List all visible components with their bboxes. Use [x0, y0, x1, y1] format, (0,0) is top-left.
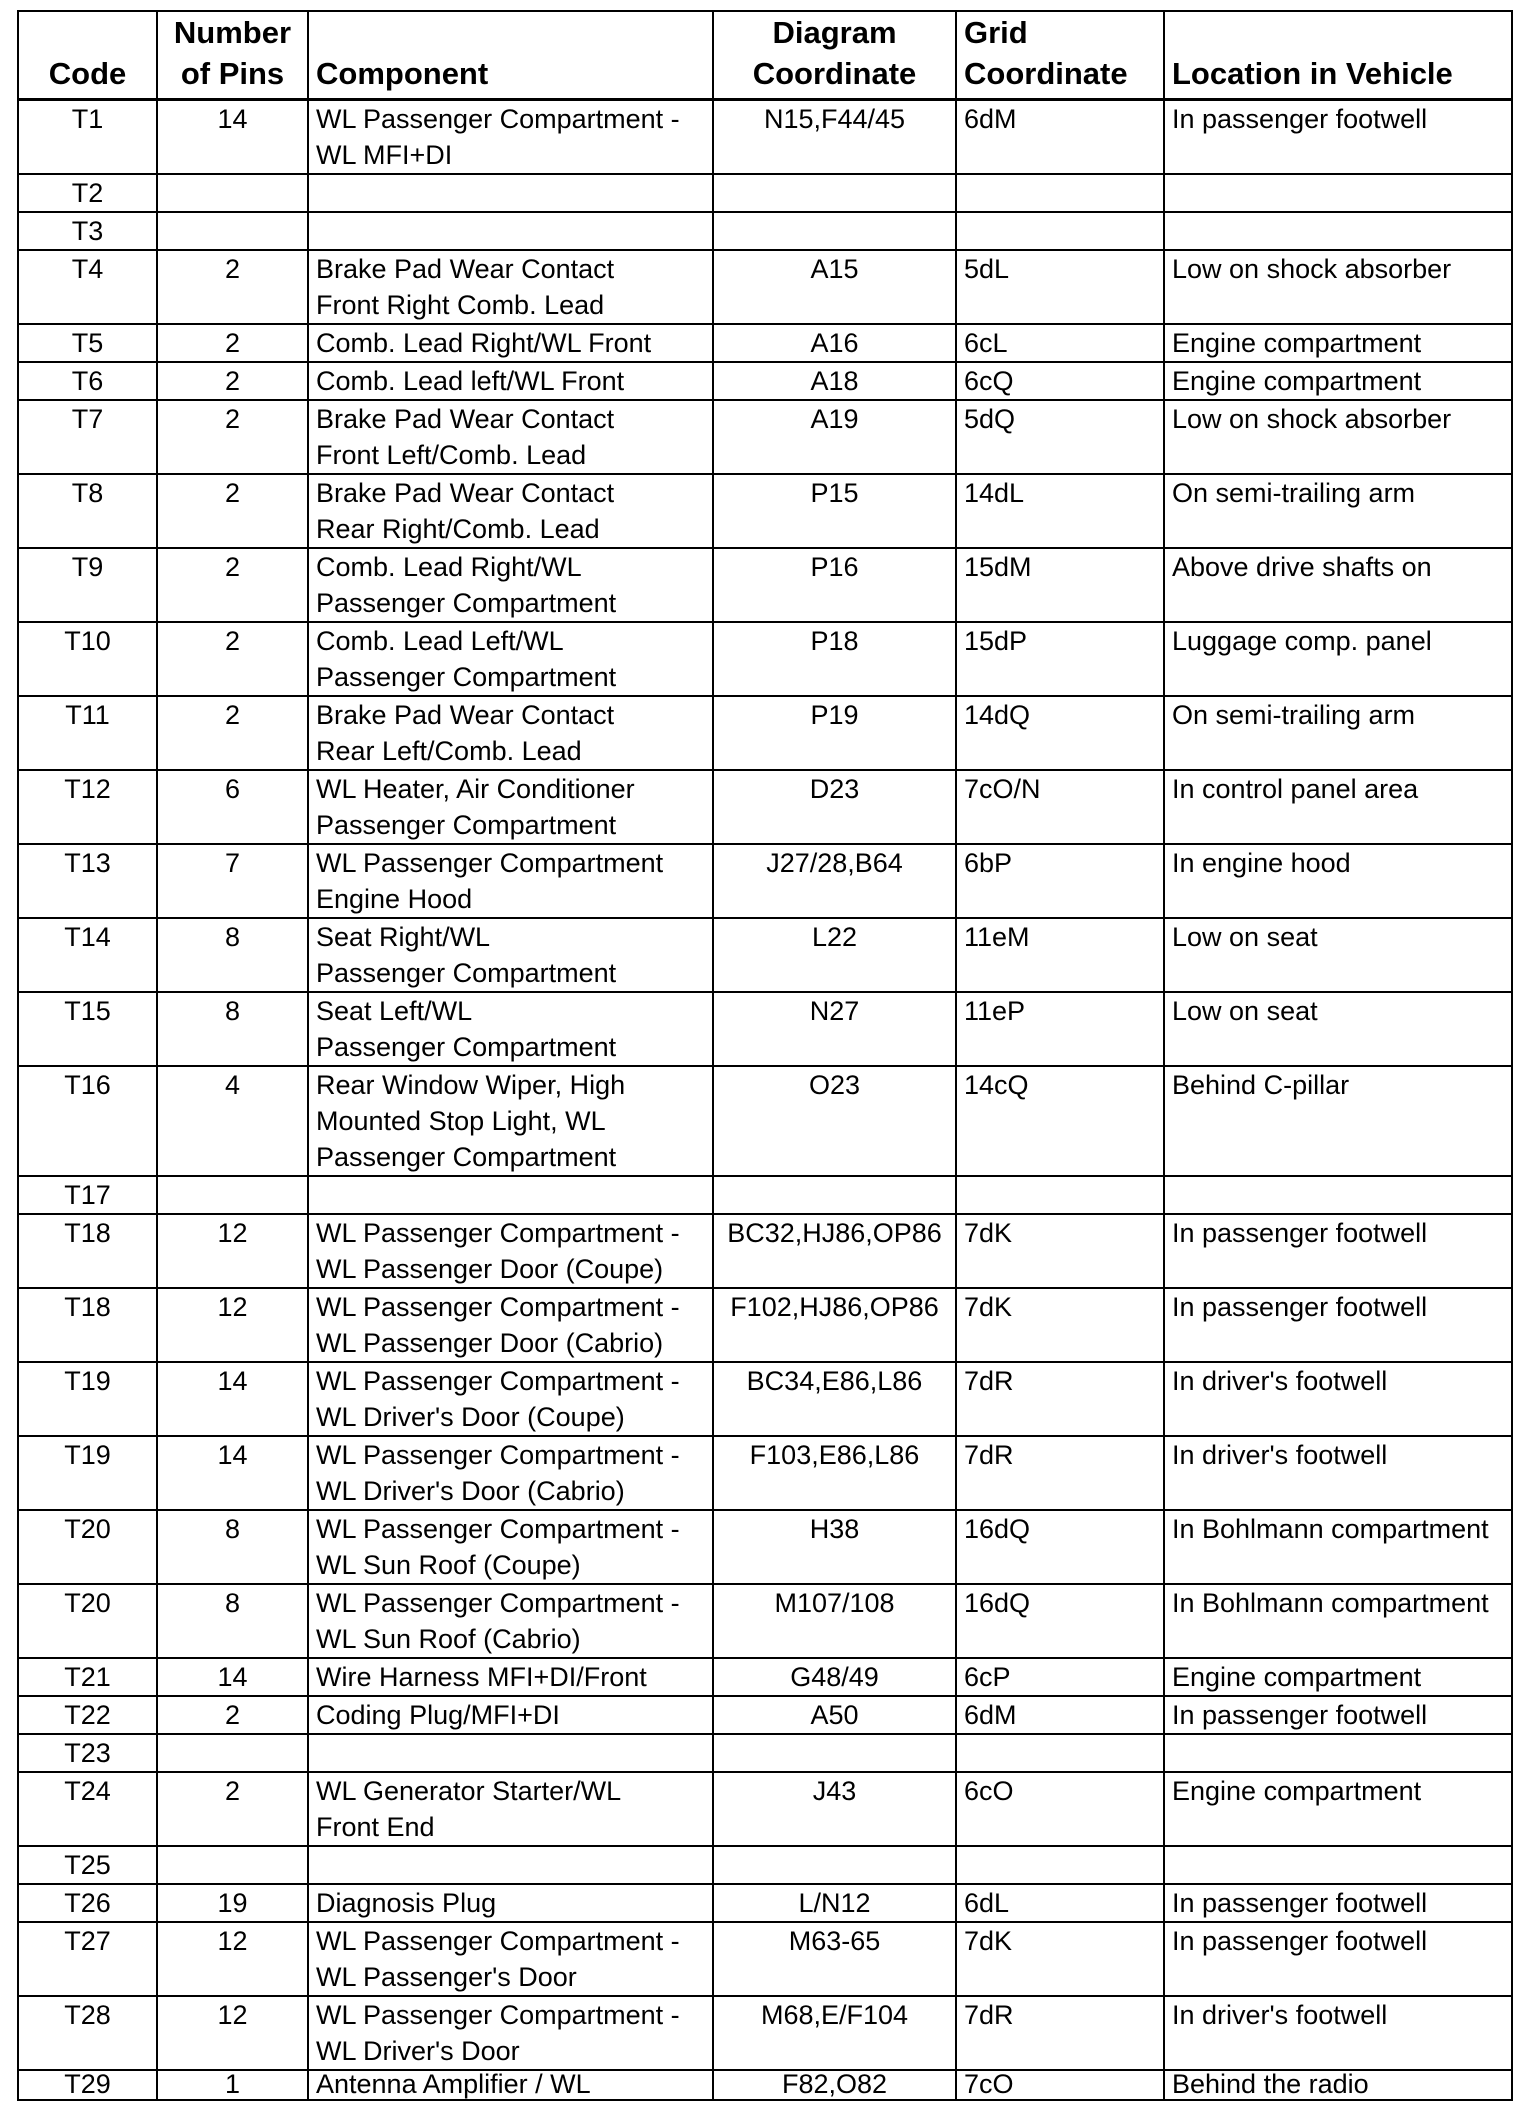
- cell-component: Seat Left/WL Passenger Compartment: [308, 992, 713, 1066]
- cell-component: WL Passenger Compartment - WL Passenger Door (Cabrio): [308, 1288, 713, 1362]
- cell-location: [1164, 1734, 1512, 1772]
- table-row: [18, 1996, 1512, 2070]
- cell-number-of-pins: 12: [157, 1214, 308, 1288]
- cell-code: T18: [18, 1288, 157, 1362]
- cell-diagram-coordinate: [713, 1176, 956, 1214]
- cell-diagram-coordinate: A16: [713, 324, 956, 362]
- cell-location: In passenger footwell: [1164, 1214, 1512, 1288]
- header-component: Component: [308, 11, 713, 100]
- cell-diagram-coordinate: [713, 1734, 956, 1772]
- cell-location: In control panel area: [1164, 770, 1512, 844]
- cell-location: In driver's footwell: [1164, 1362, 1512, 1436]
- table-row: [18, 100, 1512, 175]
- cell-grid-coordinate: 14dL: [956, 474, 1164, 548]
- cell-component: Brake Pad Wear Contact Rear Left/Comb. Lead: [308, 696, 713, 770]
- cell-grid-coordinate: 14cQ: [956, 1066, 1164, 1176]
- cell-component: Comb. Lead left/WL Front: [308, 362, 713, 400]
- cell-code: T25: [18, 1846, 157, 1884]
- cell-diagram-coordinate: M107/108: [713, 1584, 956, 1658]
- cell-location: In passenger footwell: [1164, 1922, 1512, 1996]
- table-row: [18, 250, 1512, 324]
- table-row: [18, 548, 1512, 622]
- cell-diagram-coordinate: N27: [713, 992, 956, 1066]
- cell-location: [1164, 212, 1512, 250]
- cell-diagram-coordinate: BC34,E86,L86: [713, 1362, 956, 1436]
- table-row: [18, 324, 1512, 362]
- cell-diagram-coordinate: G48/49: [713, 1658, 956, 1696]
- cell-number-of-pins: 12: [157, 1288, 308, 1362]
- cell-code: T28: [18, 1996, 157, 2070]
- cell-location: Engine compartment: [1164, 1658, 1512, 1696]
- cell-number-of-pins: 8: [157, 1510, 308, 1584]
- table-row: [18, 1214, 1512, 1288]
- cell-component: Seat Right/WL Passenger Compartment: [308, 918, 713, 992]
- table-row: [18, 2070, 1512, 2100]
- table-row: [18, 770, 1512, 844]
- cell-code: T20: [18, 1510, 157, 1584]
- cell-grid-coordinate: 15dM: [956, 548, 1164, 622]
- table-row: [18, 1176, 1512, 1214]
- cell-number-of-pins: 1: [157, 2070, 308, 2100]
- cell-component: Comb. Lead Left/WL Passenger Compartment: [308, 622, 713, 696]
- cell-location: In passenger footwell: [1164, 1884, 1512, 1922]
- cell-diagram-coordinate: J27/28,B64: [713, 844, 956, 918]
- cell-code: T3: [18, 212, 157, 250]
- cell-component: WL Passenger Compartment - WL Driver's Door (Cabrio): [308, 1436, 713, 1510]
- cell-grid-coordinate: 6dL: [956, 1884, 1164, 1922]
- cell-component: [308, 1734, 713, 1772]
- cell-location: Behind C-pillar: [1164, 1066, 1512, 1176]
- cell-location: In Bohlmann compartment: [1164, 1510, 1512, 1584]
- cell-diagram-coordinate: A18: [713, 362, 956, 400]
- cell-diagram-coordinate: L/N12: [713, 1884, 956, 1922]
- cell-number-of-pins: 8: [157, 992, 308, 1066]
- cell-diagram-coordinate: M63-65: [713, 1922, 956, 1996]
- cell-number-of-pins: 2: [157, 474, 308, 548]
- cell-component: WL Passenger Compartment Engine Hood: [308, 844, 713, 918]
- table-row: [18, 400, 1512, 474]
- cell-component: Comb. Lead Right/WL Passenger Compartment: [308, 548, 713, 622]
- cell-component: WL Passenger Compartment - WL MFI+DI: [308, 100, 713, 175]
- cell-component: WL Passenger Compartment - WL Driver's Door: [308, 1996, 713, 2070]
- cell-location: On semi-trailing arm: [1164, 474, 1512, 548]
- cell-location: On semi-trailing arm: [1164, 696, 1512, 770]
- cell-component: WL Passenger Compartment - WL Driver's Door (Coupe): [308, 1362, 713, 1436]
- cell-location: Behind the radio: [1164, 2070, 1512, 2100]
- cell-number-of-pins: 4: [157, 1066, 308, 1176]
- cell-component: Brake Pad Wear Contact Rear Right/Comb. Lead: [308, 474, 713, 548]
- cell-grid-coordinate: 7dK: [956, 1214, 1164, 1288]
- cell-diagram-coordinate: A19: [713, 400, 956, 474]
- cell-component: [308, 212, 713, 250]
- cell-number-of-pins: 2: [157, 622, 308, 696]
- cell-location: [1164, 1846, 1512, 1884]
- header-code: Code: [18, 11, 157, 100]
- cell-grid-coordinate: 16dQ: [956, 1584, 1164, 1658]
- cell-number-of-pins: 7: [157, 844, 308, 918]
- cell-location: Luggage comp. panel: [1164, 622, 1512, 696]
- cell-grid-coordinate: [956, 1846, 1164, 1884]
- cell-code: T22: [18, 1696, 157, 1734]
- cell-code: T29: [18, 2070, 157, 2100]
- cell-grid-coordinate: 5dL: [956, 250, 1164, 324]
- cell-grid-coordinate: 6cL: [956, 324, 1164, 362]
- table-row: [18, 1510, 1512, 1584]
- table-row: [18, 1066, 1512, 1176]
- cell-number-of-pins: [157, 212, 308, 250]
- cell-diagram-coordinate: F82,O82: [713, 2070, 956, 2100]
- cell-grid-coordinate: 7cO: [956, 2070, 1164, 2100]
- cell-number-of-pins: 2: [157, 1696, 308, 1734]
- cell-component: WL Passenger Compartment - WL Passenger Door (Coupe): [308, 1214, 713, 1288]
- cell-component: Comb. Lead Right/WL Front: [308, 324, 713, 362]
- cell-grid-coordinate: 6dM: [956, 1696, 1164, 1734]
- cell-number-of-pins: [157, 1846, 308, 1884]
- table-row: [18, 844, 1512, 918]
- cell-grid-coordinate: [956, 1176, 1164, 1214]
- cell-diagram-coordinate: O23: [713, 1066, 956, 1176]
- cell-location: Low on seat: [1164, 918, 1512, 992]
- cell-grid-coordinate: 6cO: [956, 1772, 1164, 1846]
- cell-diagram-coordinate: L22: [713, 918, 956, 992]
- cell-number-of-pins: 2: [157, 696, 308, 770]
- cell-code: T16: [18, 1066, 157, 1176]
- table-row: [18, 1436, 1512, 1510]
- cell-grid-coordinate: 6bP: [956, 844, 1164, 918]
- cell-number-of-pins: 12: [157, 1922, 308, 1996]
- cell-grid-coordinate: 5dQ: [956, 400, 1164, 474]
- cell-component: Brake Pad Wear Contact Front Left/Comb. Lead: [308, 400, 713, 474]
- header-location-in-vehicle: Location in Vehicle: [1164, 11, 1512, 100]
- cell-component: WL Heater, Air Conditioner Passenger Compartment: [308, 770, 713, 844]
- cell-grid-coordinate: 7cO/N: [956, 770, 1164, 844]
- cell-component: Rear Window Wiper, High Mounted Stop Light, WL Passenger Compartment: [308, 1066, 713, 1176]
- cell-diagram-coordinate: M68,E/F104: [713, 1996, 956, 2070]
- table-row: [18, 696, 1512, 770]
- cell-number-of-pins: 19: [157, 1884, 308, 1922]
- cell-code: T21: [18, 1658, 157, 1696]
- cell-code: T24: [18, 1772, 157, 1846]
- cell-diagram-coordinate: A15: [713, 250, 956, 324]
- cell-diagram-coordinate: A50: [713, 1696, 956, 1734]
- cell-number-of-pins: 2: [157, 250, 308, 324]
- cell-number-of-pins: [157, 174, 308, 212]
- cell-code: T1: [18, 100, 157, 175]
- cell-component: Coding Plug/MFI+DI: [308, 1696, 713, 1734]
- cell-diagram-coordinate: F102,HJ86,OP86: [713, 1288, 956, 1362]
- table-body: [18, 100, 1512, 2101]
- cell-grid-coordinate: 15dP: [956, 622, 1164, 696]
- table-header-row: [18, 11, 1512, 100]
- table-row: [18, 1884, 1512, 1922]
- cell-number-of-pins: 8: [157, 918, 308, 992]
- cell-code: T10: [18, 622, 157, 696]
- cell-diagram-coordinate: [713, 1846, 956, 1884]
- cell-code: T23: [18, 1734, 157, 1772]
- cell-code: T18: [18, 1214, 157, 1288]
- cell-number-of-pins: 2: [157, 400, 308, 474]
- table-row: [18, 1658, 1512, 1696]
- table-row: [18, 992, 1512, 1066]
- cell-number-of-pins: 14: [157, 1362, 308, 1436]
- cell-grid-coordinate: 7dK: [956, 1922, 1164, 1996]
- cell-code: T26: [18, 1884, 157, 1922]
- cell-code: T6: [18, 362, 157, 400]
- cell-code: T4: [18, 250, 157, 324]
- cell-location: [1164, 174, 1512, 212]
- cell-diagram-coordinate: F103,E86,L86: [713, 1436, 956, 1510]
- cell-grid-coordinate: [956, 212, 1164, 250]
- cell-diagram-coordinate: P19: [713, 696, 956, 770]
- cell-component: WL Passenger Compartment - WL Passenger's Door: [308, 1922, 713, 1996]
- cell-grid-coordinate: 11eP: [956, 992, 1164, 1066]
- cell-number-of-pins: 2: [157, 1772, 308, 1846]
- table-row: [18, 1288, 1512, 1362]
- cell-grid-coordinate: 7dK: [956, 1288, 1164, 1362]
- cell-location: Engine compartment: [1164, 324, 1512, 362]
- cell-location: In Bohlmann compartment: [1164, 1584, 1512, 1658]
- cell-location: Low on shock absorber: [1164, 250, 1512, 324]
- cell-location: In passenger footwell: [1164, 1696, 1512, 1734]
- cell-number-of-pins: 14: [157, 1436, 308, 1510]
- cell-location: Low on seat: [1164, 992, 1512, 1066]
- cell-location: In driver's footwell: [1164, 1996, 1512, 2070]
- connector-table: [17, 10, 1513, 2101]
- table-row: [18, 174, 1512, 212]
- cell-diagram-coordinate: H38: [713, 1510, 956, 1584]
- cell-code: T11: [18, 696, 157, 770]
- cell-location: [1164, 1176, 1512, 1214]
- cell-code: T12: [18, 770, 157, 844]
- cell-number-of-pins: 2: [157, 548, 308, 622]
- cell-diagram-coordinate: [713, 212, 956, 250]
- cell-location: In passenger footwell: [1164, 1288, 1512, 1362]
- cell-code: T13: [18, 844, 157, 918]
- cell-grid-coordinate: 7dR: [956, 1996, 1164, 2070]
- cell-component: WL Passenger Compartment - WL Sun Roof (Cabrio): [308, 1584, 713, 1658]
- cell-code: T20: [18, 1584, 157, 1658]
- cell-number-of-pins: 14: [157, 100, 308, 175]
- cell-code: T19: [18, 1362, 157, 1436]
- table-row: [18, 362, 1512, 400]
- cell-number-of-pins: 2: [157, 324, 308, 362]
- cell-location: In driver's footwell: [1164, 1436, 1512, 1510]
- cell-code: T27: [18, 1922, 157, 1996]
- cell-diagram-coordinate: D23: [713, 770, 956, 844]
- header-number-of-pins: Number of Pins: [157, 11, 308, 100]
- cell-code: T2: [18, 174, 157, 212]
- cell-code: T5: [18, 324, 157, 362]
- cell-component: Brake Pad Wear Contact Front Right Comb. Lead: [308, 250, 713, 324]
- table-row: [18, 1734, 1512, 1772]
- table-row: [18, 212, 1512, 250]
- cell-grid-coordinate: 7dR: [956, 1362, 1164, 1436]
- cell-location: In passenger footwell: [1164, 100, 1512, 175]
- cell-grid-coordinate: 6dM: [956, 100, 1164, 175]
- cell-grid-coordinate: 11eM: [956, 918, 1164, 992]
- cell-diagram-coordinate: BC32,HJ86,OP86: [713, 1214, 956, 1288]
- cell-grid-coordinate: [956, 174, 1164, 212]
- cell-number-of-pins: [157, 1734, 308, 1772]
- cell-component: [308, 1176, 713, 1214]
- cell-component: WL Generator Starter/WL Front End: [308, 1772, 713, 1846]
- cell-location: Above drive shafts on: [1164, 548, 1512, 622]
- cell-grid-coordinate: 6cP: [956, 1658, 1164, 1696]
- table-row: [18, 1846, 1512, 1884]
- cell-location: Low on shock absorber: [1164, 400, 1512, 474]
- cell-code: T19: [18, 1436, 157, 1510]
- header-diagram-coordinate: Diagram Coordinate: [713, 11, 956, 100]
- header-grid-coordinate: Grid Coordinate: [956, 11, 1164, 100]
- cell-number-of-pins: 8: [157, 1584, 308, 1658]
- cell-code: T8: [18, 474, 157, 548]
- cell-component: WL Passenger Compartment - WL Sun Roof (Coupe): [308, 1510, 713, 1584]
- cell-code: T17: [18, 1176, 157, 1214]
- cell-number-of-pins: 2: [157, 362, 308, 400]
- table-row: [18, 918, 1512, 992]
- cell-component: Wire Harness MFI+DI/Front: [308, 1658, 713, 1696]
- cell-diagram-coordinate: P18: [713, 622, 956, 696]
- cell-grid-coordinate: 14dQ: [956, 696, 1164, 770]
- cell-diagram-coordinate: P16: [713, 548, 956, 622]
- cell-code: T9: [18, 548, 157, 622]
- cell-component: Antenna Amplifier / WL: [308, 2070, 713, 2100]
- table-row: [18, 474, 1512, 548]
- cell-diagram-coordinate: N15,F44/45: [713, 100, 956, 175]
- cell-grid-coordinate: 7dR: [956, 1436, 1164, 1510]
- table-row: [18, 1772, 1512, 1846]
- cell-location: Engine compartment: [1164, 1772, 1512, 1846]
- cell-diagram-coordinate: J43: [713, 1772, 956, 1846]
- cell-number-of-pins: [157, 1176, 308, 1214]
- cell-diagram-coordinate: P15: [713, 474, 956, 548]
- table-row: [18, 1696, 1512, 1734]
- table-row: [18, 1584, 1512, 1658]
- cell-diagram-coordinate: [713, 174, 956, 212]
- cell-number-of-pins: 12: [157, 1996, 308, 2070]
- cell-component: [308, 1846, 713, 1884]
- table-row: [18, 1922, 1512, 1996]
- cell-grid-coordinate: [956, 1734, 1164, 1772]
- cell-code: T14: [18, 918, 157, 992]
- cell-grid-coordinate: 16dQ: [956, 1510, 1164, 1584]
- cell-component: Diagnosis Plug: [308, 1884, 713, 1922]
- cell-location: Engine compartment: [1164, 362, 1512, 400]
- cell-code: T15: [18, 992, 157, 1066]
- cell-component: [308, 174, 713, 212]
- table-row: [18, 622, 1512, 696]
- cell-location: In engine hood: [1164, 844, 1512, 918]
- cell-code: T7: [18, 400, 157, 474]
- cell-number-of-pins: 6: [157, 770, 308, 844]
- table-row: [18, 1362, 1512, 1436]
- cell-grid-coordinate: 6cQ: [956, 362, 1164, 400]
- cell-number-of-pins: 14: [157, 1658, 308, 1696]
